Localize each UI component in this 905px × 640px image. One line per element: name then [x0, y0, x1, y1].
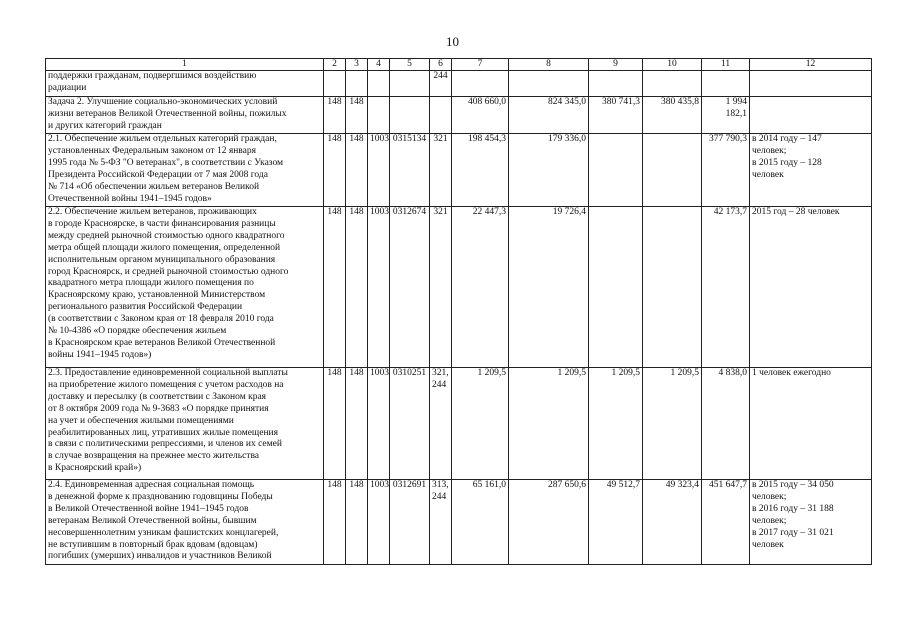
- cell-c4: 1003: [368, 368, 390, 480]
- column-header: 11: [702, 59, 750, 71]
- cell-c8: 824 345,0: [509, 97, 589, 134]
- cell-c3: 148: [346, 480, 368, 565]
- table-row: [46, 71, 872, 97]
- cell-c3: 148: [346, 97, 368, 134]
- cell-c10: 380 435,8: [643, 97, 702, 134]
- cell-c4: 1003: [368, 480, 390, 565]
- column-header: 1: [46, 59, 324, 71]
- cell-c12: [750, 71, 872, 97]
- cell-c11: 377 790,3: [702, 134, 750, 207]
- page-number: 10: [446, 34, 459, 49]
- budget-table: [45, 58, 872, 565]
- cell-c7: 198 454,3: [452, 134, 509, 207]
- cell-c7: [452, 71, 509, 97]
- table-row: [46, 97, 872, 134]
- header-row: [46, 59, 872, 71]
- cell-c12: [750, 97, 872, 134]
- cell-c6: 321: [430, 134, 452, 207]
- cell-c3: 148: [346, 368, 368, 480]
- cell-c10: [643, 134, 702, 207]
- column-header: 4: [368, 59, 390, 71]
- cell-c12: 2015 год – 28 человек: [750, 207, 872, 368]
- cell-c5: 0310251: [390, 368, 430, 480]
- cell-c7: 65 161,0: [452, 480, 509, 565]
- cell-c3: 148: [346, 207, 368, 368]
- cell-c2: 148: [324, 207, 346, 368]
- row-description: поддержки гражданам, подвергшимся воздействию радиации: [46, 71, 324, 97]
- cell-c4: [368, 97, 390, 134]
- cell-c4: 1003: [368, 134, 390, 207]
- cell-c10: [643, 71, 702, 97]
- cell-c10: 1 209,5: [643, 368, 702, 480]
- cell-c4: 1003: [368, 207, 390, 368]
- column-header: 6: [430, 59, 452, 71]
- row-description: Задача 2. Улучшение социально-экономических условий жизни ветеранов Великой Отечественной войны, пожилых и других категорий граждан: [46, 97, 324, 134]
- cell-c9: 49 512,7: [589, 480, 643, 565]
- cell-c8: 287 650,6: [509, 480, 589, 565]
- cell-c9: [589, 71, 643, 97]
- cell-c9: 1 209,5: [589, 368, 643, 480]
- cell-c2: [324, 71, 346, 97]
- cell-c5: 0315134: [390, 134, 430, 207]
- cell-c10: [643, 207, 702, 368]
- column-header: 10: [643, 59, 702, 71]
- cell-c6: 321: [430, 207, 452, 368]
- cell-c10: 49 323,4: [643, 480, 702, 565]
- column-header: 2: [324, 59, 346, 71]
- cell-c11: 1 994 182,1: [702, 97, 750, 134]
- table-row: [46, 480, 872, 565]
- cell-c3: 148: [346, 134, 368, 207]
- cell-c2: 148: [324, 134, 346, 207]
- cell-c5: 0312691: [390, 480, 430, 565]
- cell-c7: 1 209,5: [452, 368, 509, 480]
- cell-c6: 321, 244: [430, 368, 452, 480]
- row-description: 2.4. Единовременная адресная социальная помощь в денежной форме к празднованию годовщины Победы в Великой Отечественной войне 1941–1945 годов ветеранам Великой Отечественной войны, бывшим несовершеннолетним узникам фашистских концлагерей, не вступившим в повторный брак вдовам (вдовцам) погибших (умерших) инвалидов и участников Великой: [46, 480, 324, 565]
- cell-c9: [589, 134, 643, 207]
- table-row: [46, 134, 872, 207]
- column-header: 3: [346, 59, 368, 71]
- cell-c7: 22 447,3: [452, 207, 509, 368]
- cell-c2: 148: [324, 368, 346, 480]
- cell-c8: [509, 71, 589, 97]
- cell-c4: [368, 71, 390, 97]
- cell-c8: 179 336,0: [509, 134, 589, 207]
- cell-c12: в 2014 году – 147 человек; в 2015 году – 128 человек: [750, 134, 872, 207]
- cell-c2: 148: [324, 480, 346, 565]
- column-header: 7: [452, 59, 509, 71]
- table-row: [46, 368, 872, 480]
- row-description: 2.3. Предоставление единовременной социальной выплаты на приобретение жилого помещения с учетом расходов на доставку и пересылку (в соответствии с Законом края от 8 октября 2009 года № 9-3683 «О порядке принятия на учет и обеспечения жилыми помещениями реабилитированных лиц, утративших жилые помещения в связи с политическими репрессиями, и членов их семей в случае возвращения на прежнее место жительства в Красноярский край»): [46, 368, 324, 480]
- cell-c3: [346, 71, 368, 97]
- cell-c11: [702, 71, 750, 97]
- row-description: 2.2. Обеспечение жильем ветеранов, проживающих в городе Красноярске, в части финансирования разницы между средней рыночной стоимостью одного квадратного метра общей площади жилого помещения, определенной исполнительным органом муниципального образования город Красноярск, и средней рыночной стоимостью одного квадратного метра площади жилого помещения по Красноярскому краю, установленной Министерством регионального развития Российской Федерации (в соответствии с Законом края от 18 февраля 2010 года № 10-4386 «О порядке обеспечения жильем в Красноярском крае ветеранов Великой Отечественной войны 1941–1945 годов»): [46, 207, 324, 368]
- cell-c8: 19 726,4: [509, 207, 589, 368]
- column-header: 9: [589, 59, 643, 71]
- cell-c11: 451 647,7: [702, 480, 750, 565]
- column-header: 8: [509, 59, 589, 71]
- cell-c6: 244: [430, 71, 452, 97]
- cell-c5: 0312674: [390, 207, 430, 368]
- cell-c11: 42 173,7: [702, 207, 750, 368]
- cell-c9: 380 741,3: [589, 97, 643, 134]
- cell-c8: 1 209,5: [509, 368, 589, 480]
- row-description: 2.1. Обеспечение жильем отдельных категорий граждан, установленных Федеральным законом от 12 января 1995 года № 5-ФЗ "О ветеранах", в соответствии с Указом Президента Российской Федерации от 7 мая 2008 года № 714 «Об обеспечении жильем ветеранов Великой Отечественной войны 1941–1945 годов»: [46, 134, 324, 207]
- cell-c12: 1 человек ежегодно: [750, 368, 872, 480]
- cell-c6: 313, 244: [430, 480, 452, 565]
- table-row: [46, 207, 872, 368]
- cell-c11: 4 838,0: [702, 368, 750, 480]
- cell-c2: 148: [324, 97, 346, 134]
- cell-c6: [430, 97, 452, 134]
- cell-c9: [589, 207, 643, 368]
- column-header: 5: [390, 59, 430, 71]
- cell-c12: в 2015 году – 34 050 человек; в 2016 году – 31 188 человек; в 2017 году – 31 021 человек: [750, 480, 872, 565]
- cell-c7: 408 660,0: [452, 97, 509, 134]
- cell-c5: [390, 97, 430, 134]
- cell-c5: [390, 71, 430, 97]
- column-header: 12: [750, 59, 872, 71]
